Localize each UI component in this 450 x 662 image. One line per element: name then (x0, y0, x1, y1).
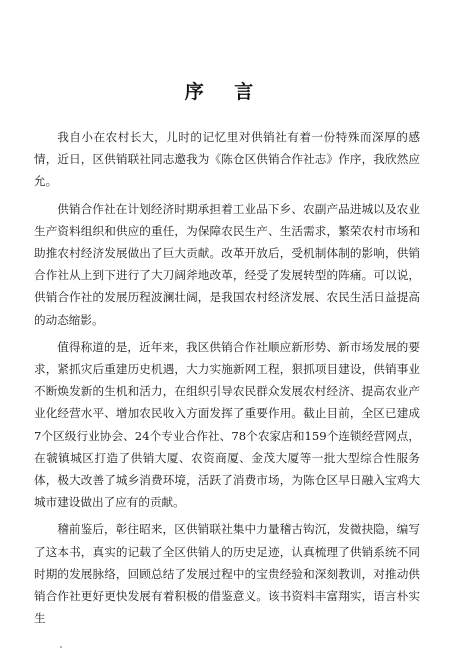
scan-speck (60, 646, 62, 648)
paragraph-3: 值得称道的是，近年来，我区供销合作社顺应新形势、新市场发展的要求，紧抓灾后重建历史机遇，大力实施新网工程，狠抓项目建设，供销事业不断焕发新的生机和活力，在组织引导农民群众发展农村经济、提高农业产业化经营水平、增加农民收入方面发挥了重要作用。截止目前，全区已建成7个区级行业协会、24个专业合作社、78个农家店和159个连锁经营网点，在虢镇城区打造了供销大厦、农资商厦、金茂大厦等一批大型综合性服务体，极大改善了城乡消费环境，活跃了消费市场，为陈仓区早日融入宝鸡大城市建设做出了应有的贡献。 (34, 339, 420, 510)
paragraph-1: 我自小在农村长大，儿时的记忆里对供销社有着一份特殊而深厚的感情，近日，区供销联社同志邀我为《陈仓区供销合作社志》作序，我欣然应允。 (34, 130, 420, 189)
preface-title: 序 言 (184, 81, 266, 103)
paragraph-4: 稽前鉴后，彰往昭来，区供销联社集中力量稽古钩沉，发微抉隐，编写了这本书，真实的记载了全区供销人的历史足迹，认真梳理了供销系统不同时期的发展脉络，回顾总结了发展过程中的宝贵经验和深刻教训，对推动供销合作社更好更快发展有着积极的借鉴意义。该书资料丰富翔实，语言朴实生 (34, 522, 420, 626)
preface-body (34, 126, 420, 634)
paragraph-2: 供销合作社在计划经济时期承担着工业品下乡、农副产品进城以及农业生产资料组织和供应的重任，为保障农民生产、生活需求，繁荣农村市场和助推农村经济发展做出了巨大贡献。改革开放后，受机制体制的影响，供销合作社从上到下进行了大刀阔斧地改革，经受了发展转型的阵痛。可以说，供销合作社的发展历程波澜壮阔，是我国农村经济发展、农民生活日益提高的动态缩影。 (34, 201, 420, 327)
